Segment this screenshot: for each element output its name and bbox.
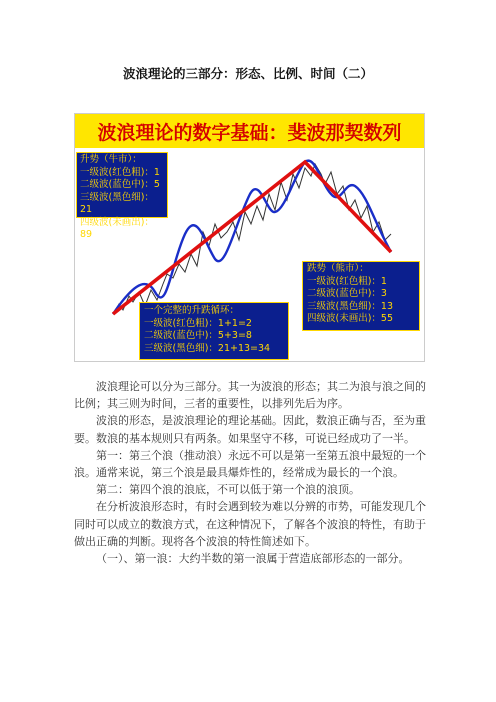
paragraph: 波浪的形态，是波浪理论的理论基础。因此，数浪正确与否，至为重要。数浪的基本规则只有两条。如果坚守不移，可说已经成功了一半。 xyxy=(74,414,426,445)
bull-line: 三级波(黑色细)：21 xyxy=(80,191,154,215)
paragraph: 第二：第四个浪的浪底，不可以低于第一个浪的浪顶。 xyxy=(96,483,360,497)
bear-line: 跌势（熊市）： xyxy=(307,263,369,274)
bear-line: 四级波(未画出)：55 xyxy=(307,313,394,324)
paragraph: 波浪理论可以分为三部分。其一为波浪的形态；其二为浪与浪之间的比例；其三则为时间，三者的重要性，以排列先后为序。 xyxy=(74,380,426,411)
bear-market-box xyxy=(302,261,420,331)
bull-line: 升势（牛市）： xyxy=(80,154,142,165)
cycle-line: 三级波(黑色细)：21+13=34 xyxy=(144,342,271,354)
bear-line: 一级波(红色粗)：1 xyxy=(307,275,387,287)
bear-line: 二级波(蓝色中)：3 xyxy=(307,288,387,299)
bull-line: 二级波(蓝色中)：5 xyxy=(80,179,160,190)
full-cycle-box xyxy=(139,302,289,360)
figure-title: 波浪理论的数字基础：斐波那契数列 xyxy=(97,122,402,144)
bull-line: 一级波(红色粗)：1 xyxy=(80,166,160,178)
paragraph: 第一：第三个浪（推动浪）永远不可以是第一至第五浪中最短的一个浪。通常来说，第三个浪是最具爆炸性的，经常成为最长的一个浪。 xyxy=(74,448,426,480)
paragraph: 在分析波浪形态时，有时会遇到较为难以分辨的市势，可能发现几个同时可以成立的数浪方式，在这种情况下，了解各个波浪的特性，有助于做出正确的判断。现将各个波浪的特性简述如下。 xyxy=(74,500,426,548)
cycle-line: 一个完整的升跌循环： xyxy=(144,305,240,316)
article-body xyxy=(74,378,427,567)
bull-line: 四级波(未画出)：89 xyxy=(80,216,154,240)
document-title: 波浪理论的三部分：形态、比例、时间（二） xyxy=(122,66,373,81)
cycle-line: 二级波(蓝色中)：5+3=8 xyxy=(144,330,252,341)
cycle-line: 一级波(红色粗)：1+1=2 xyxy=(144,317,252,329)
fibonacci-wave-figure xyxy=(74,113,425,362)
bull-market-box xyxy=(76,152,168,240)
paragraph: （一）、第一浪：大约半数的第一浪属于营造底部形态的一部分。 xyxy=(96,552,410,566)
bear-line: 三级波(黑色细)：13 xyxy=(307,300,394,312)
